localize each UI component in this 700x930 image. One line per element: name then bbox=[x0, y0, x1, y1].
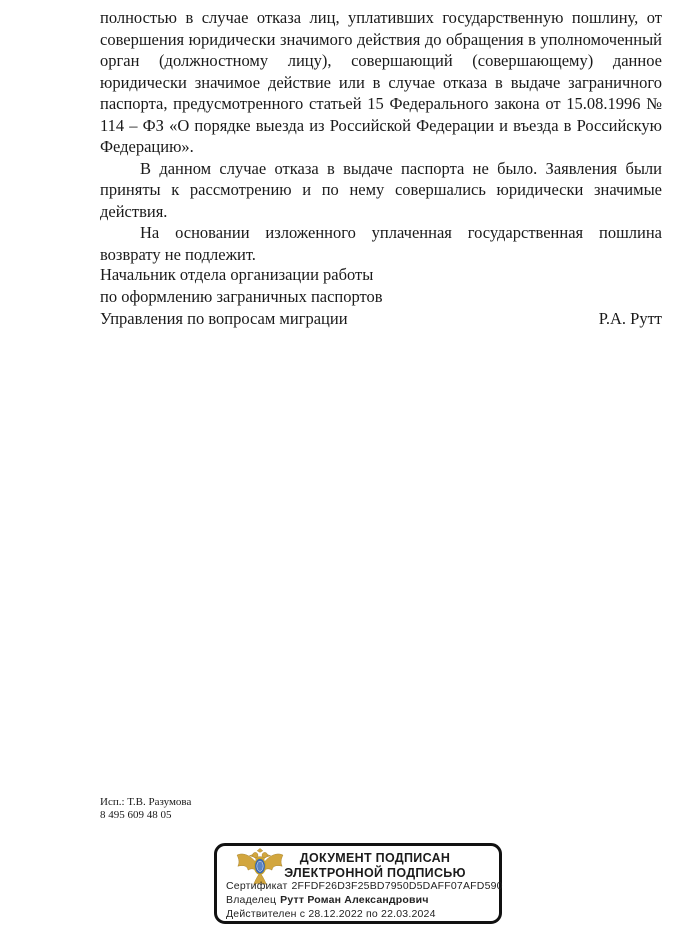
executor-name: Исп.: Т.В. Разумова bbox=[100, 796, 192, 808]
body-text bbox=[100, 7, 662, 265]
owner-line bbox=[226, 894, 493, 908]
stamp-title-line-1: ДОКУМЕНТ ПОДПИСАН bbox=[299, 851, 451, 865]
owner-name: Рутт Роман Александрович bbox=[280, 893, 429, 906]
owner-label: Владелец bbox=[226, 893, 277, 906]
electronic-signature-stamp bbox=[214, 843, 502, 924]
paragraph-no-refusal: В данном случае отказа в выдаче паспорта не было. Заявления были приняты к рассмотрению и по нему совершались юридически значимые действия. bbox=[100, 158, 662, 221]
paragraph-continuation: полностью в случае отказа лиц, уплативших государственную пошлину, от совершения юридически значимого действия до обращения в уполномоченный орган (должностному лицу), совершающий (совершающему) данное юридически значимое действие или в случае отказа в выдаче заграничного паспорта, предусмотренного статьей 15 Федерального закона от 15.08.1996 № 114 – ФЗ «О порядке выезда из Российской Федерации и въезда в Российскую Федерацию». bbox=[100, 8, 662, 156]
paragraph-conclusion: На основании изложенного уплаченная государственная пошлина возврату не подлежит. bbox=[100, 223, 662, 264]
stamp-title-line-2: ЭЛЕКТРОННОЙ ПОДПИСЬЮ bbox=[284, 865, 466, 880]
signer-position-text: Управления по вопросам миграции bbox=[100, 309, 348, 328]
certificate-value: 2FFDF26D3F25BD7950D5DAFF07AFD590 bbox=[291, 880, 503, 892]
certificate-line bbox=[226, 880, 503, 894]
signature-block bbox=[100, 264, 662, 330]
executor-phone: 8 495 609 48 05 bbox=[100, 809, 172, 821]
signer-name: Р.А. Рутт bbox=[598, 309, 662, 328]
signer-position-line-1: Начальник отдела организации работы bbox=[100, 265, 374, 284]
validity-line: Действителен с 28.12.2022 по 22.03.2024 bbox=[226, 907, 436, 920]
executor-block bbox=[100, 796, 191, 822]
signer-position-line-3 bbox=[100, 308, 662, 330]
signer-position-line-2: по оформлению заграничных паспортов bbox=[100, 287, 383, 306]
stamp-title bbox=[279, 851, 471, 880]
stamp-details bbox=[226, 880, 503, 921]
certificate-label: Сертификат bbox=[226, 880, 288, 892]
